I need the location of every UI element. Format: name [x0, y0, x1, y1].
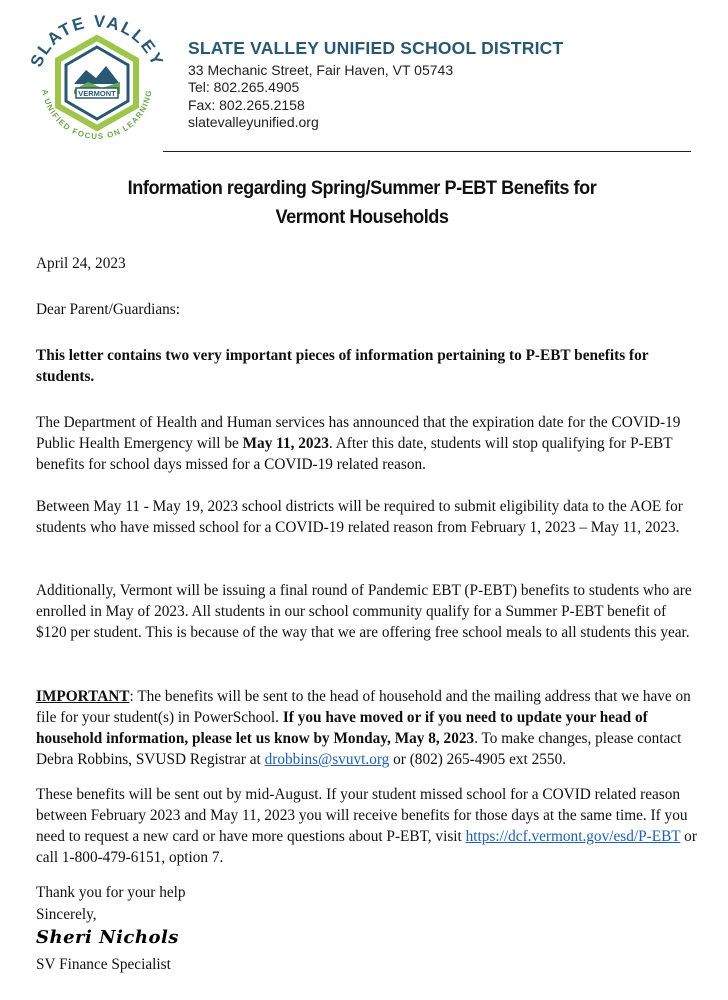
- p5-text-post: or call 1-800-479-6151, option 7.: [36, 828, 697, 866]
- pebt-website-link[interactable]: https://dcf.vermont.gov/esd/P-EBT: [465, 828, 681, 845]
- p4-text-mid: . To make changes, please contact Debra Robbins, SVUSD Registrar at: [36, 730, 682, 768]
- header-rule: [163, 151, 691, 152]
- closing-sincerely: Sincerely,: [36, 906, 97, 923]
- logo-arc-top-text: SLATE VALLEY: [26, 11, 168, 70]
- district-address: 33 Mechanic Street, Fair Haven, VT 05743: [188, 61, 454, 78]
- registrar-email-link[interactable]: drobbins@svuvt.org: [264, 751, 390, 768]
- district-info: [188, 40, 563, 132]
- district-tel: Tel: 802.265.4905: [188, 79, 300, 95]
- letter-date: April 24, 2023: [36, 255, 126, 272]
- paragraph-important: [36, 686, 700, 770]
- letter-title-line1: Information regarding Spring/Summer P-EBT Benefits for: [127, 177, 597, 199]
- important-label: IMPORTANT: [36, 688, 130, 705]
- intro-paragraph: This letter contains two very important pieces of information pertaining to P-EBT benefits for students.: [36, 347, 649, 385]
- district-fax: Fax: 802.265.2158: [188, 96, 305, 113]
- closing-thanks: Thank you for your help: [36, 884, 186, 901]
- signer-title: SV Finance Specialist: [36, 956, 171, 973]
- letter-title-line2: Vermont Households: [275, 206, 449, 228]
- district-name: SLATE VALLEY UNIFIED SCHOOL DISTRICT: [188, 38, 564, 58]
- paragraph-eligibility-data: Between May 11 - May 19, 2023 school districts will be required to submit eligibility data to the AOE for students who have missed school for a COVID-19 related reason from February 1, 2023 – May 11, 2023.: [36, 498, 683, 536]
- p1-text-post: . After this date, students will stop qualifying for P-EBT benefits for school days missed for a COVID-19 related reason.: [36, 435, 673, 473]
- p5-text-pre: These benefits will be sent out by mid-August. If your student missed school for a COVID related reason between February 2023 and May 11, 2023 you will receive benefits for those days at the same time. If you need to request a new card or have more questions about P-EBT, visit: [36, 786, 688, 845]
- paragraph-expiration: [36, 412, 700, 475]
- district-logo: [22, 10, 172, 160]
- p4-text-post: or (802) 265-4905 ext 2550.: [389, 751, 567, 768]
- paragraph-summer-pebt: Additionally, Vermont will be issuing a final round of Pandemic EBT (P-EBT) benefits to students who are enrolled in May of 2023. All students in our school community qualify for a Summer P-EBT benefit of $120 per student. This is because of the way that we are offering free school meals to all students this year.: [36, 582, 692, 641]
- logo-state-text: VERMONT: [78, 89, 116, 98]
- salutation: Dear Parent/Guardians:: [36, 301, 180, 318]
- p1-date-bold: May 11, 2023: [242, 435, 329, 452]
- district-website: slatevalleyunified.org: [188, 114, 319, 130]
- signature: Sheri Nichols: [36, 927, 179, 948]
- letter-title: [81, 174, 643, 232]
- p4-text-pre: : The benefits will be sent to the head of household and the mailing address that we have on file for your student(s) in PowerSchool.: [36, 688, 691, 726]
- p1-text-pre: The Department of Health and Human services has announced that the expiration date for the COVID-19 Public Health Emergency will be: [36, 414, 681, 452]
- p4-text-bold: If you have moved or if you need to update your head of household information, please let us know by Monday, May 8, 2023: [36, 709, 648, 747]
- paragraph-mailing: [36, 784, 700, 868]
- logo-arc-bottom-text: A UNIFIED FOCUS ON LEARNING: [40, 88, 154, 142]
